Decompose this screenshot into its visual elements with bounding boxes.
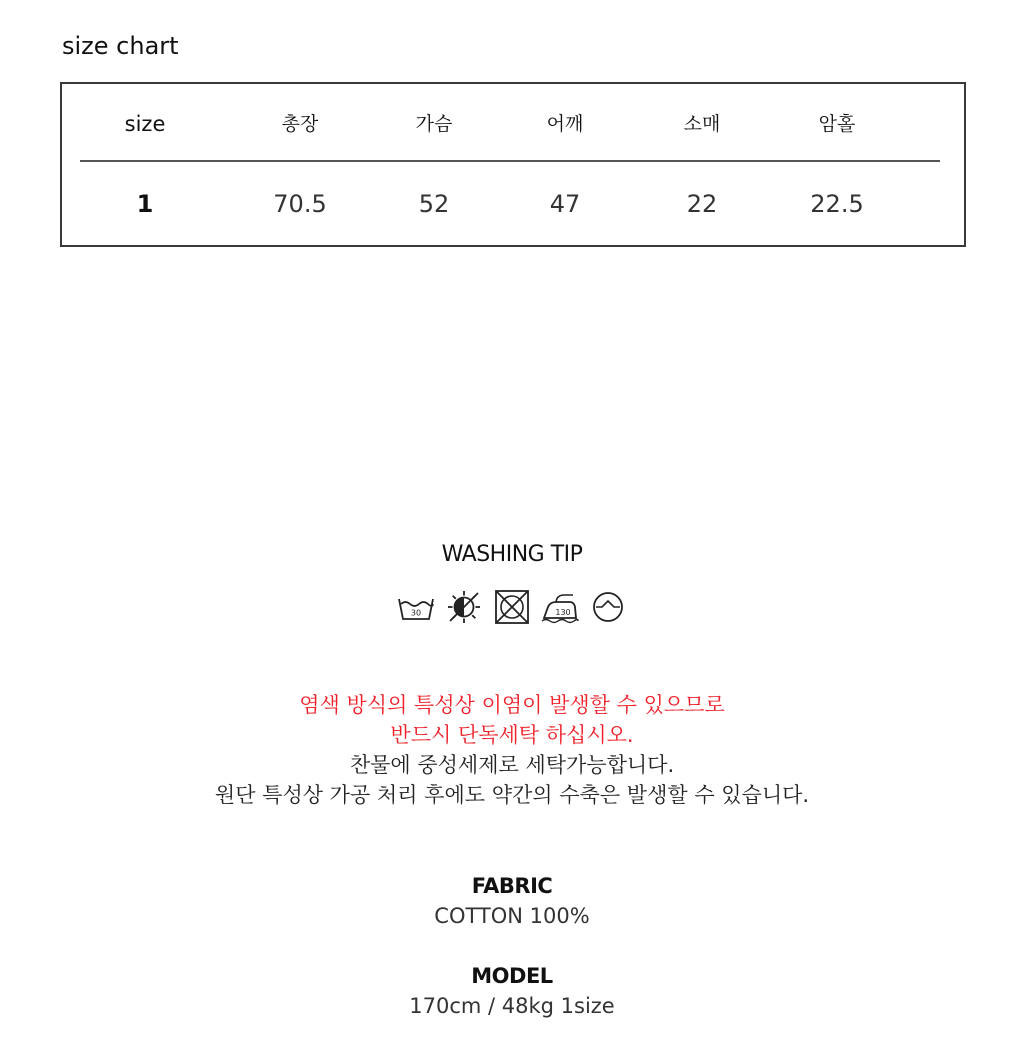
no-sun-dry-icon: [444, 587, 484, 627]
size-table: [60, 82, 966, 247]
header-shoulder: 어깨: [546, 113, 584, 135]
wash-30-icon: [396, 587, 436, 627]
header-armhole: 암홀: [818, 113, 856, 135]
header-size: size: [124, 112, 166, 136]
warning-line-1: 염색 방식의 특성상 이염이 발생할 수 있으므로: [299, 693, 725, 717]
cell-total-length: 70.5: [273, 190, 327, 218]
iron-130-icon: [540, 587, 580, 627]
cell-sleeve: 22: [686, 190, 718, 218]
cell-shoulder: 47: [549, 190, 581, 218]
size-table-header: [62, 108, 964, 140]
header-sleeve: 소매: [683, 113, 721, 135]
cell-size: 1: [136, 190, 154, 218]
header-chest: 가슴: [415, 113, 453, 135]
no-tumble-dry-icon: [492, 587, 532, 627]
size-chart-title: size chart: [62, 32, 179, 60]
dry-clean-icon: [588, 587, 628, 627]
info-line-1: 찬물에 중성세제로 세탁가능합니다.: [349, 753, 675, 777]
model-label: MODEL: [471, 964, 553, 988]
fabric-label: FABRIC: [471, 874, 553, 898]
model-value: 170cm / 48kg 1size: [409, 994, 615, 1018]
iron-130-label: 130: [555, 608, 571, 617]
washing-icons: [0, 586, 1024, 628]
table-row: [62, 186, 964, 222]
warning-line-2: 반드시 단독세탁 하십시오.: [390, 723, 634, 747]
cell-chest: 52: [418, 190, 450, 218]
table-divider: [80, 160, 940, 162]
cell-armhole: 22.5: [810, 190, 864, 218]
care-notice: [0, 690, 1024, 810]
fabric-value: COTTON 100%: [434, 904, 590, 928]
header-total-length: 총장: [281, 113, 319, 135]
washing-tip-title: WASHING TIP: [441, 542, 583, 567]
wash-30-label: 30: [410, 608, 422, 618]
info-line-2: 원단 특성상 가공 처리 후에도 약간의 수축은 발생할 수 있습니다.: [214, 783, 810, 807]
